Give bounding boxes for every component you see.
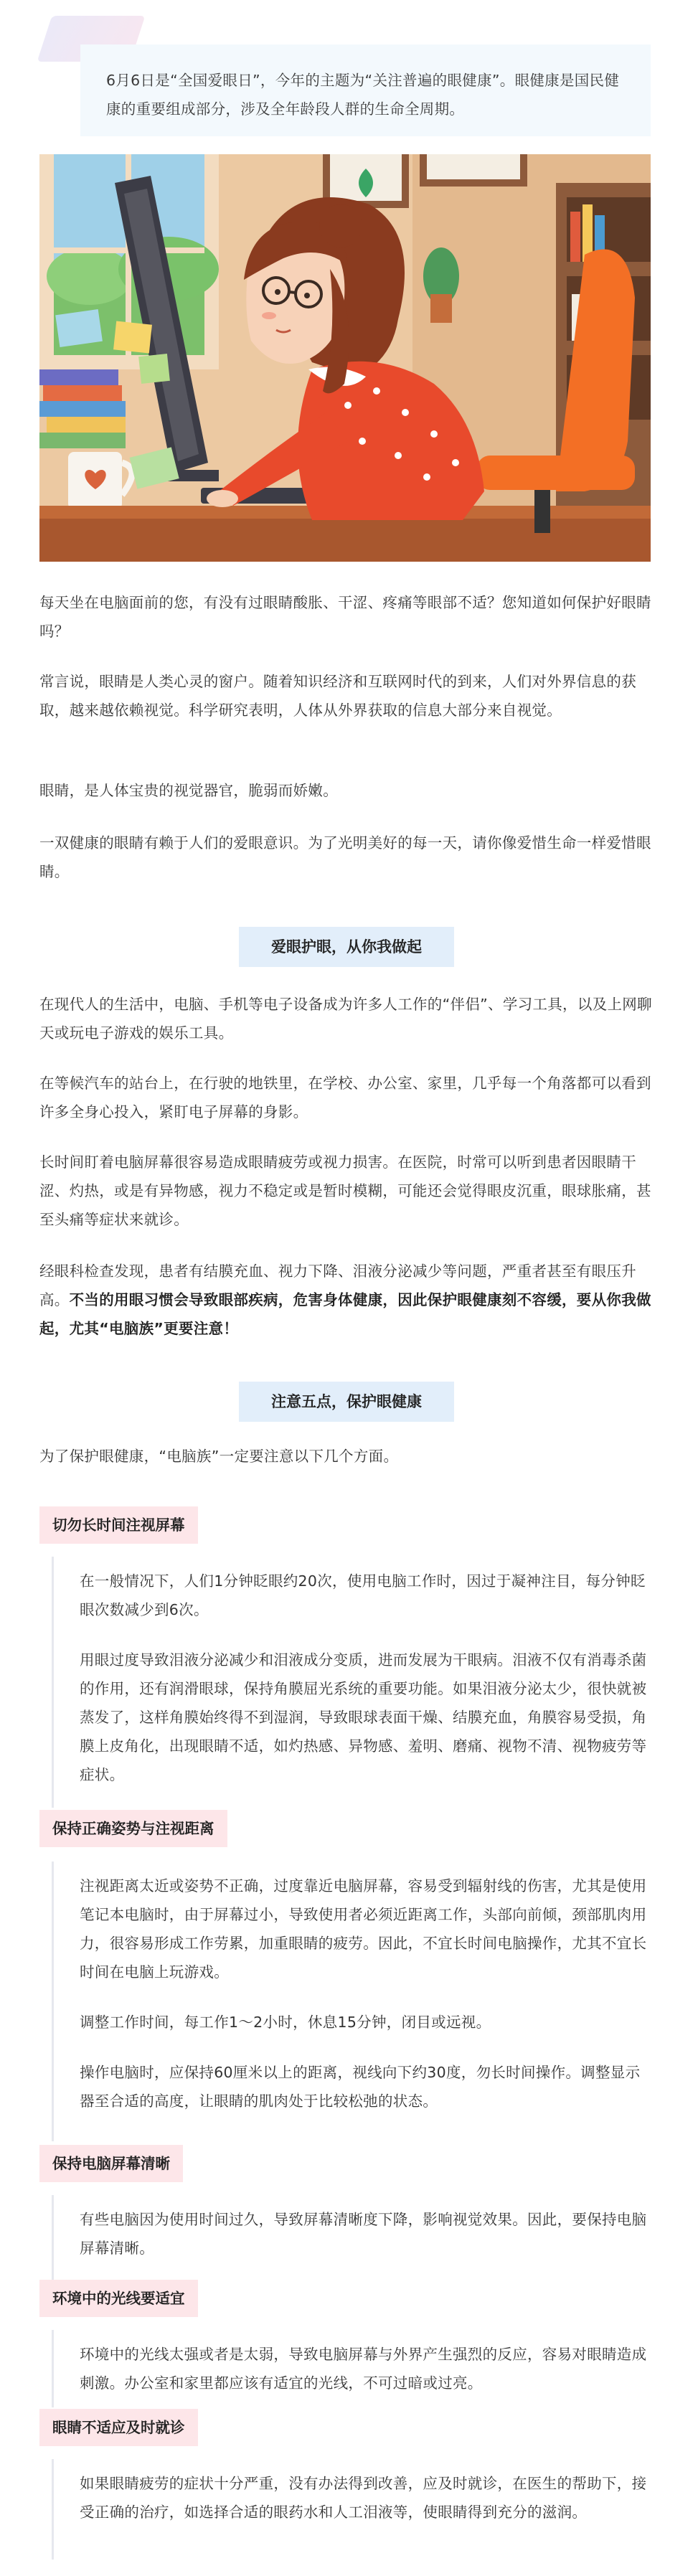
tip-title-2: 保持正确姿势与注视距离	[39, 1810, 227, 1847]
paragraph-5: 在现代人的生活中，电脑、手机等电子设备成为许多人工作的“伴侣”、学习工具，以及上网聊天或玩电子游戏的娱乐工具。	[39, 996, 652, 1042]
tip-block-4	[52, 2330, 653, 2407]
paragraph-3: 眼睛，是人体宝贵的视觉器官，脆弱而娇嫩。	[39, 782, 338, 799]
tip-title-4: 环境中的光线要适宜	[39, 2280, 198, 2317]
paragraph-7: 长时间盯着电脑屏幕很容易造成眼睛疲劳或视力损害。在医院，时常可以听到患者因眼睛干涩、灼热，或是有异物感，视力不稳定或是暂时模糊，可能还会觉得眼皮沉重，眼球胀痛，甚至头痛等症状来就诊。	[39, 1153, 651, 1228]
paragraph-6: 在等候汽车的站台上，在行驶的地铁里，在学校、办公室、家里，几乎每一个角落都可以看到许多全身心投入，紧盯电子屏幕的身影。	[39, 1075, 651, 1120]
tip-2-paragraph-3: 操作电脑时，应保持60厘米以上的距离，视线向下约30度，勿长时间操作。调整显示器至合适的高度，让眼睛的肌肉处于比较松弛的状态。	[80, 2064, 641, 2110]
paragraph-9: 为了保护眼健康，“电脑族”一定要注意以下几个方面。	[39, 1448, 399, 1465]
hero-illustration	[39, 154, 651, 562]
tip-block-3	[52, 2195, 653, 2281]
tip-block-1	[52, 1557, 653, 1808]
tip-1-paragraph-1: 在一般情况下，人们1分钟眨眼约20次，使用电脑工作时，因过于凝神注目，每分钟眨眼次数减少到6次。	[80, 1572, 646, 1618]
paragraph-2: 常言说，眼睛是人类心灵的窗户。随着知识经济和互联网时代的到来，人们对外界信息的获取，越来越依赖视觉。科学研究表明，人体从外界获取的信息大部分来自视觉。	[39, 673, 636, 719]
tip-1-paragraph-2: 用眼过度导致泪液分泌减少和泪液成分变质，进而发展为干眼病。泪液不仅有消毒杀菌的作用，还有润滑眼球，保持角膜屈光系统的重要功能。如果泪液分泌太少，很快就被蒸发了，这样角膜始终得不到湿润，导致眼球表面干燥、结膜充血，角膜容易受损，角膜上皮角化，出现眼睛不适，如灼热感、异物感、羞明、磨痛、视物不清、视物疲劳等症状。	[80, 1651, 647, 1783]
paragraph-8	[39, 1257, 653, 1343]
tip-2-paragraph-2: 调整工作时间，每工作1～2小时，休息15分钟，闭目或远视。	[80, 2014, 491, 2031]
paragraph-1: 每天坐在电脑面前的您，有没有过眼睛酸胀、干涩、疼痛等眼部不适？您知道如何保护好眼睛吗？	[39, 594, 651, 640]
section-title-1: 爱眼护眼，从你我做起	[239, 927, 454, 967]
paragraph-8-bold: 不当的用眼习惯会导致眼部疾病，危害身体健康，因此保护眼健康刻不容缓，要从你我做起，尤其“电脑族”更要注意！	[39, 1291, 651, 1337]
tip-4-paragraph-1: 环境中的光线太强或者是太弱，导致电脑屏幕与外界产生强烈的反应，容易对眼睛造成刺激。办公室和家里都应该有适宜的光线，不可过暗或过亮。	[80, 2346, 647, 2392]
paragraph-8-normal: 经眼科检查发现，患者有结膜充血、视力下降、泪液分泌减少等问题，严重者甚至有眼压升高。	[39, 1263, 636, 1308]
intro-box: 6月6日是“全国爱眼日”，今年的主题为“关注普遍的眼健康”。眼健康是国民健康的重要组成部分，涉及全年龄段人群的生命全周期。	[80, 44, 651, 136]
tip-title-3: 保持电脑屏幕清晰	[39, 2145, 183, 2182]
tip-title-5: 眼睛不适应及时就诊	[39, 2409, 198, 2446]
paragraph-4: 一双健康的眼睛有赖于人们的爱眼意识。为了光明美好的每一天，请你像爱惜生命一样爱惜眼睛。	[39, 834, 651, 880]
tip-2-paragraph-1: 注视距离太近或姿势不正确，过度靠近电脑屏幕，容易受到辐射线的伤害，尤其是使用笔记本电脑时，由于屏幕过小，导致使用者必须近距离工作，头部向前倾，颈部肌肉用力，很容易形成工作劳累，加重眼睛的疲劳。因此，不宜长时间电脑操作，尤其不宜长时间在电脑上玩游戏。	[80, 1877, 647, 1981]
tip-title-1: 切勿长时间注视屏幕	[39, 1506, 198, 1544]
section-title-2: 注意五点，保护眼健康	[239, 1382, 454, 1422]
tip-5-paragraph-1: 如果眼睛疲劳的症状十分严重，没有办法得到改善，应及时就诊，在医生的帮助下，接受正确的治疗，如选择合适的眼药水和人工泪液等，使眼睛得到充分的滋润。	[80, 2475, 647, 2521]
tip-block-2	[52, 1862, 653, 2141]
tip-3-paragraph-1: 有些电脑因为使用时间过久，导致屏幕清晰度下降，影响视觉效果。因此，要保持电脑屏幕清晰。	[80, 2211, 647, 2257]
tip-block-5	[52, 2459, 653, 2560]
